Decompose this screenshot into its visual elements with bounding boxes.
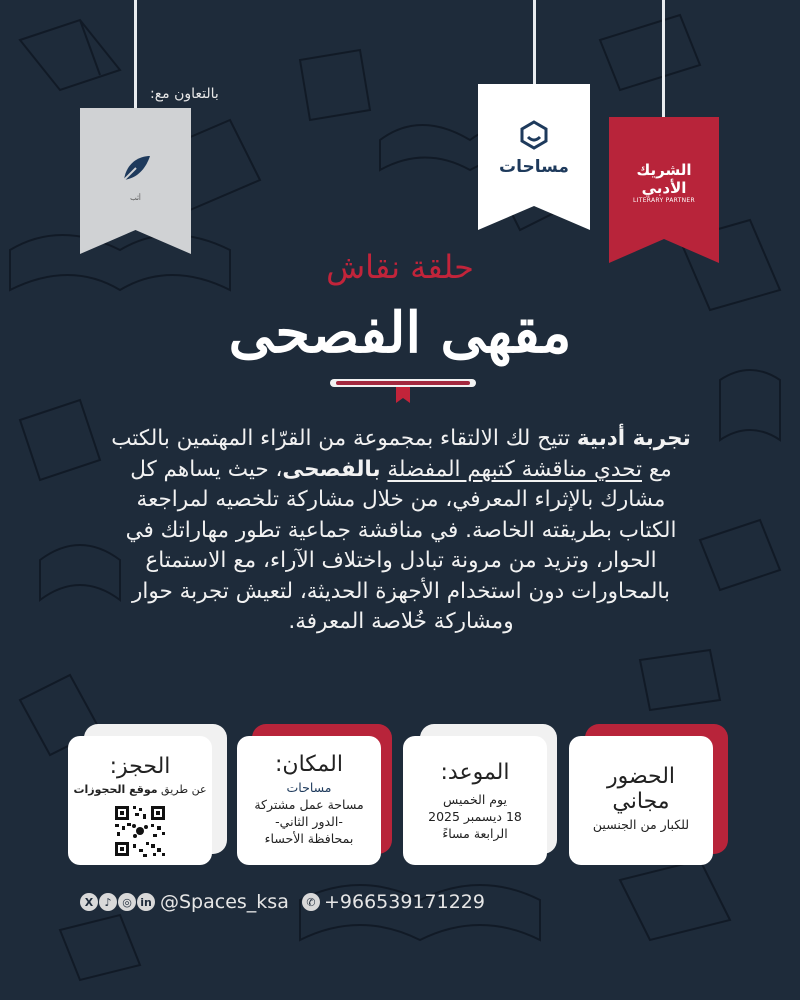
description-underlined: تحدي مناقشة كتبهم المفضلة bbox=[387, 456, 642, 482]
tiktok-icon[interactable]: ♪ bbox=[99, 893, 117, 911]
literary-partner-line1: الشريك bbox=[636, 160, 692, 179]
event-description bbox=[110, 424, 692, 638]
description-part1: تتيح لك الالتقاء بمجموعة من القرّاء المهتمين بالكتب مع bbox=[111, 426, 672, 482]
literary-partner-banner bbox=[609, 117, 719, 263]
footer-contact bbox=[302, 888, 485, 916]
date-line3: الرابعة مساءً bbox=[442, 826, 508, 841]
banner-string-left bbox=[134, 0, 137, 110]
whatsapp-icon[interactable]: ✆ bbox=[302, 893, 320, 911]
attendance-title-line1: الحضور bbox=[606, 764, 676, 789]
booking-text bbox=[73, 781, 206, 798]
booking-site-link[interactable]: موقع الحجوزات bbox=[73, 783, 158, 796]
left-logo-caption: أثب bbox=[130, 194, 141, 202]
description-bold-mid: بالفصحى bbox=[282, 456, 381, 482]
masahat-logo-icon bbox=[518, 119, 550, 155]
location-line3: بمحافظة الأحساء bbox=[264, 831, 354, 846]
date-line1: يوم الخميس bbox=[443, 792, 507, 807]
book-divider-icon bbox=[330, 374, 476, 404]
attendance-card bbox=[569, 736, 713, 865]
literary-partner-line2: الأدبي bbox=[641, 178, 687, 197]
banner-string-right bbox=[662, 0, 665, 120]
collaboration-label: بالتعاون مع: bbox=[150, 86, 219, 102]
partner-banner-left bbox=[80, 108, 191, 254]
attendance-title-line2: مجاني bbox=[612, 789, 670, 814]
attendance-text: للكبار من الجنسين bbox=[592, 817, 690, 832]
booking-qr-code[interactable] bbox=[113, 804, 167, 862]
location-line2: -الدور الثاني- bbox=[275, 814, 343, 829]
description-part2: ، حيث يساهم كل مشارك بالإثراء المعرفي، من خلال مشاركة تلخصيه لمراجعة الكتاب بطريقته الخاصة. في مناقشة جماعية تطور مهاراتك في الحوار، وتزيد من مرونة تبادل واختلاف الآراء، مع الاستمتاع بالمحاورات دون استخدام الأجهزة الحديثة، لتعيش تجربة حوار ومشاركة خُلاصة المعرفة. bbox=[125, 456, 677, 634]
location-name: مساحات bbox=[286, 780, 332, 795]
social-handle[interactable]: @Spaces_ksa bbox=[160, 891, 289, 913]
booking-card bbox=[68, 736, 212, 865]
partner-banner-center bbox=[478, 84, 590, 230]
masahat-logo-text: مساحات bbox=[499, 157, 569, 177]
booking-text-prefix: عن طريق bbox=[157, 783, 207, 796]
linkedin-icon[interactable]: in bbox=[137, 893, 155, 911]
event-type-subtitle: حلقة نقاش bbox=[326, 248, 474, 286]
date-card bbox=[403, 736, 547, 865]
event-title: مقهى الفصحى bbox=[228, 300, 572, 366]
quill-logo-icon bbox=[116, 150, 156, 194]
x-icon[interactable]: X bbox=[80, 893, 98, 911]
location-title: المكان: bbox=[275, 752, 343, 777]
footer-social bbox=[80, 888, 289, 916]
instagram-icon[interactable]: ◎ bbox=[118, 893, 136, 911]
booking-title: الحجز: bbox=[109, 754, 171, 779]
date-title: الموعد: bbox=[440, 760, 510, 785]
location-line1: مساحة عمل مشتركة bbox=[254, 797, 364, 812]
phone-number[interactable]: +966539171229 bbox=[324, 891, 485, 913]
date-line2: 18 ديسمبر 2025 bbox=[428, 809, 522, 824]
description-bold-intro: تجربة أدبية bbox=[576, 426, 691, 451]
banner-string-center bbox=[533, 0, 536, 85]
location-card bbox=[237, 736, 381, 865]
literary-partner-en: LITERARY PARTNER bbox=[633, 196, 695, 204]
